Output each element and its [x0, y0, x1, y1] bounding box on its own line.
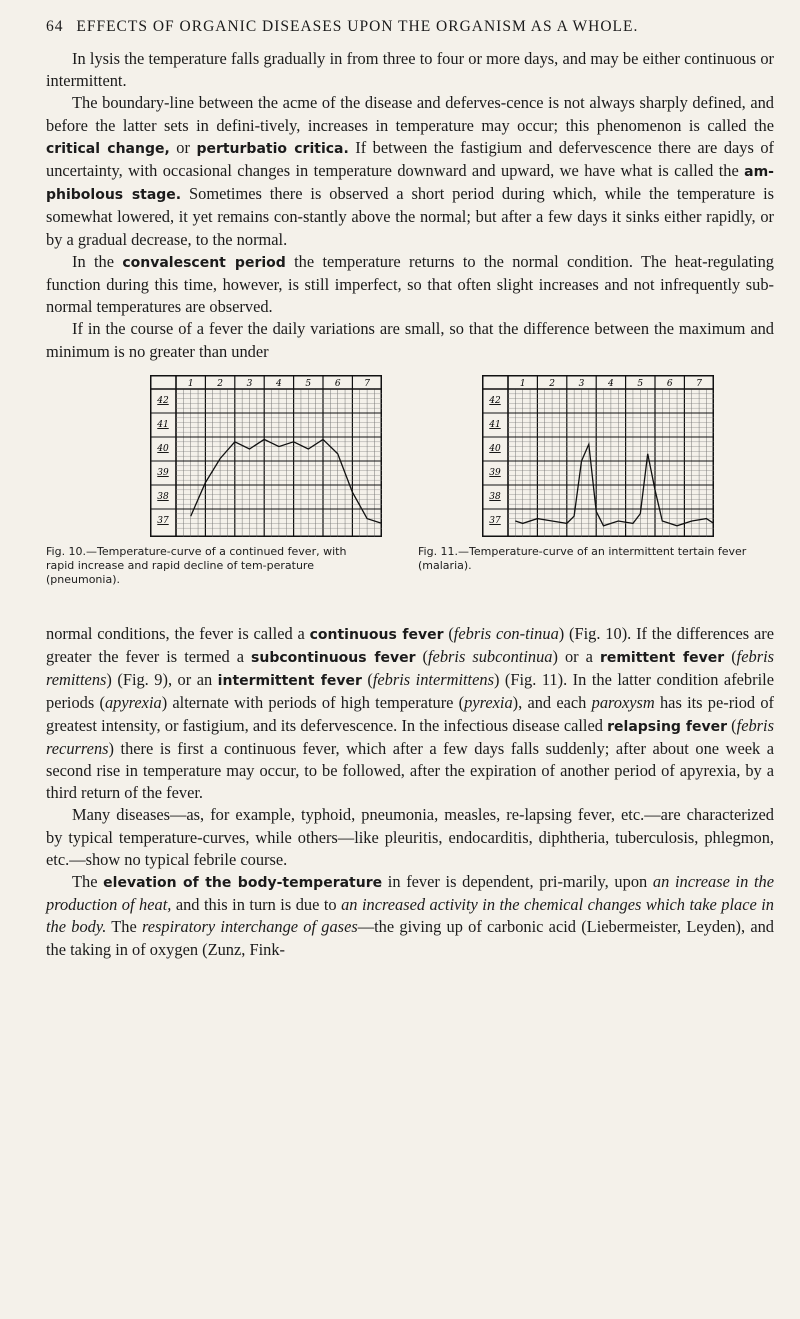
term-convalescent-period: convalescent period — [122, 254, 286, 271]
fig10-day-label: 5 — [305, 378, 312, 389]
fig10-day-label: 6 — [334, 378, 341, 389]
fig11-degree-label: 37 — [489, 515, 501, 526]
paragraph-typical-curves: Many diseases—as, for example, typhoid, pneumonia, measles, re-lapsing fever, etc.—are characterized by typical temperature-curves, while others—like pleuritis, endocarditis, diphtheria, tuberculosis, phlegmon, etc.—show no typical febrile course. — [46, 805, 774, 869]
term-intermittent-fever: intermittent fever — [217, 673, 362, 690]
term-remittent-fever: remittent fever — [599, 650, 725, 667]
figure-11-caption: Fig. 11.—Temperature-curve of an intermittent tertain fever (malaria). — [418, 544, 747, 572]
fig11-degree-label: 40 — [489, 443, 501, 454]
fig10-day-label: 4 — [276, 378, 282, 389]
fig10-frame — [151, 375, 382, 536]
fig11-day-label: 2 — [549, 378, 555, 389]
fig10-degree-label: 39 — [157, 467, 169, 478]
fig10-day-label: 3 — [246, 378, 253, 389]
fig10-degree-label: 37 — [157, 515, 169, 526]
figure-10-caption: Fig. 10.—Temperature-curve of a continued fever, with rapid increase and rapid decline of tem-perature (pneumonia). — [46, 544, 347, 586]
term-critical-change: critical change, — [46, 140, 170, 157]
fig10-day-label: 2 — [217, 378, 223, 389]
paragraph-daily-variations: If in the course of a fever the daily variations are small, so that the difference between the maximum and minimum is no greater than under — [46, 319, 774, 361]
fig11-day-label: 5 — [637, 378, 644, 389]
fig11-day-label: 4 — [608, 378, 614, 389]
term-relapsing-fever: relapsing fever — [607, 718, 727, 735]
fig10-day-label: 1 — [187, 378, 194, 389]
fig11-degree-label: 39 — [489, 467, 501, 478]
fig11-degree-label: 42 — [489, 395, 501, 406]
fig11-day-label: 3 — [578, 378, 585, 389]
running-header — [46, 18, 774, 48]
paragraph-lysis: In lysis the temperature falls gradually in from three to four or more days, and may be either continuous or intermittent. — [46, 49, 774, 91]
term-elevation-body-temperature: elevation of the body-temperature — [103, 875, 383, 892]
fig10-degree-label: 38 — [157, 491, 169, 502]
figures-row — [46, 375, 774, 623]
fig11-day-label: 7 — [696, 378, 702, 389]
figure-11-temperature-chart — [482, 375, 714, 537]
term-perturbatio-critica: perturbatio critica. — [196, 140, 349, 157]
paragraph-fever-types: normal conditions, the fever is called a continuous fever (febris con-tinua) (Fig. 10). If the differences are greater the fever is termed a subcontinuous fever (febris subcontinua) or a remittent fever (febris remittens) (Fig. 9), or an intermittent fever (febris intermittens) (Fig. 11). In the latter condition afebrile periods (apyrexia) alternate with periods of high temperature (pyrexia), and each paroxysm has its pe-riod of greatest intensity, or fastigium, and its defervescence. In the infectious disease called relapsing fever (febris recurrens) there is first a continuous fever, which after a few days falls suddenly; after about one week a second rise in temperature may occur, to be followed, after the expiration of another period of apyrexia, by a third return of the fever. — [46, 623, 775, 803]
page-number: 64 — [46, 18, 64, 35]
fig11-day-label: 6 — [666, 378, 673, 389]
running-title: EFFECTS OF ORGANIC DISEASES UPON THE ORGANISM AS A WHOLE. — [76, 18, 639, 35]
fig11-day-label: 1 — [519, 378, 526, 389]
fig10-degree-label: 40 — [157, 443, 169, 454]
fig11-degree-label: 41 — [489, 419, 501, 430]
paragraph-critical-change: The boundary-line between the acme of the disease and deferves-cence is not always sharply defined, and before the latter sets in defini-tively, increases in temperature may occur; this phenomenon is called the critical change, or perturbatio critica. If between the fastigium and defervescence there are days of uncertainty, with occasional changes in temperature downward and upward, we have what is called the am-phibolous stage. Sometimes there is observed a short period during which, while the temperature is somewhat lowered, it yet remains con-stantly above the normal; but after a few days it sinks either rapidly, or by a gradual decrease, to the normal. — [46, 93, 774, 249]
fig10-degree-label: 41 — [157, 419, 169, 430]
term-continuous-fever: continuous fever — [309, 626, 444, 643]
book-page — [46, 0, 774, 961]
fig11-degree-label: 38 — [489, 491, 501, 502]
term-subcontinuous-fever: subcontinuous fever — [251, 650, 416, 667]
paragraph-elevation: The elevation of the body-temperature in fever is dependent, pri-marily, upon an increase in the production of heat, and this in turn is due to an increased activity in the chemical changes which take place in the body. The respiratory interchange of gases—the giving up of carbonic acid (Liebermeister, Leyden), and the taking in of oxygen (Zunz, Fink- — [46, 872, 774, 959]
fig10-degree-label: 42 — [157, 395, 169, 406]
fig11-frame — [483, 375, 714, 536]
term-amphibolous-stage: am-phibolous stage. — [46, 164, 774, 204]
fig10-day-label: 7 — [364, 378, 370, 389]
figure-10-temperature-chart — [150, 375, 382, 537]
paragraph-convalescent: In the convalescent period the temperature returns to the normal condition. The heat-regulating function during this time, however, is still imperfect, so that often slight increases and not infrequently sub-normal temperatures are observed. — [46, 251, 774, 317]
